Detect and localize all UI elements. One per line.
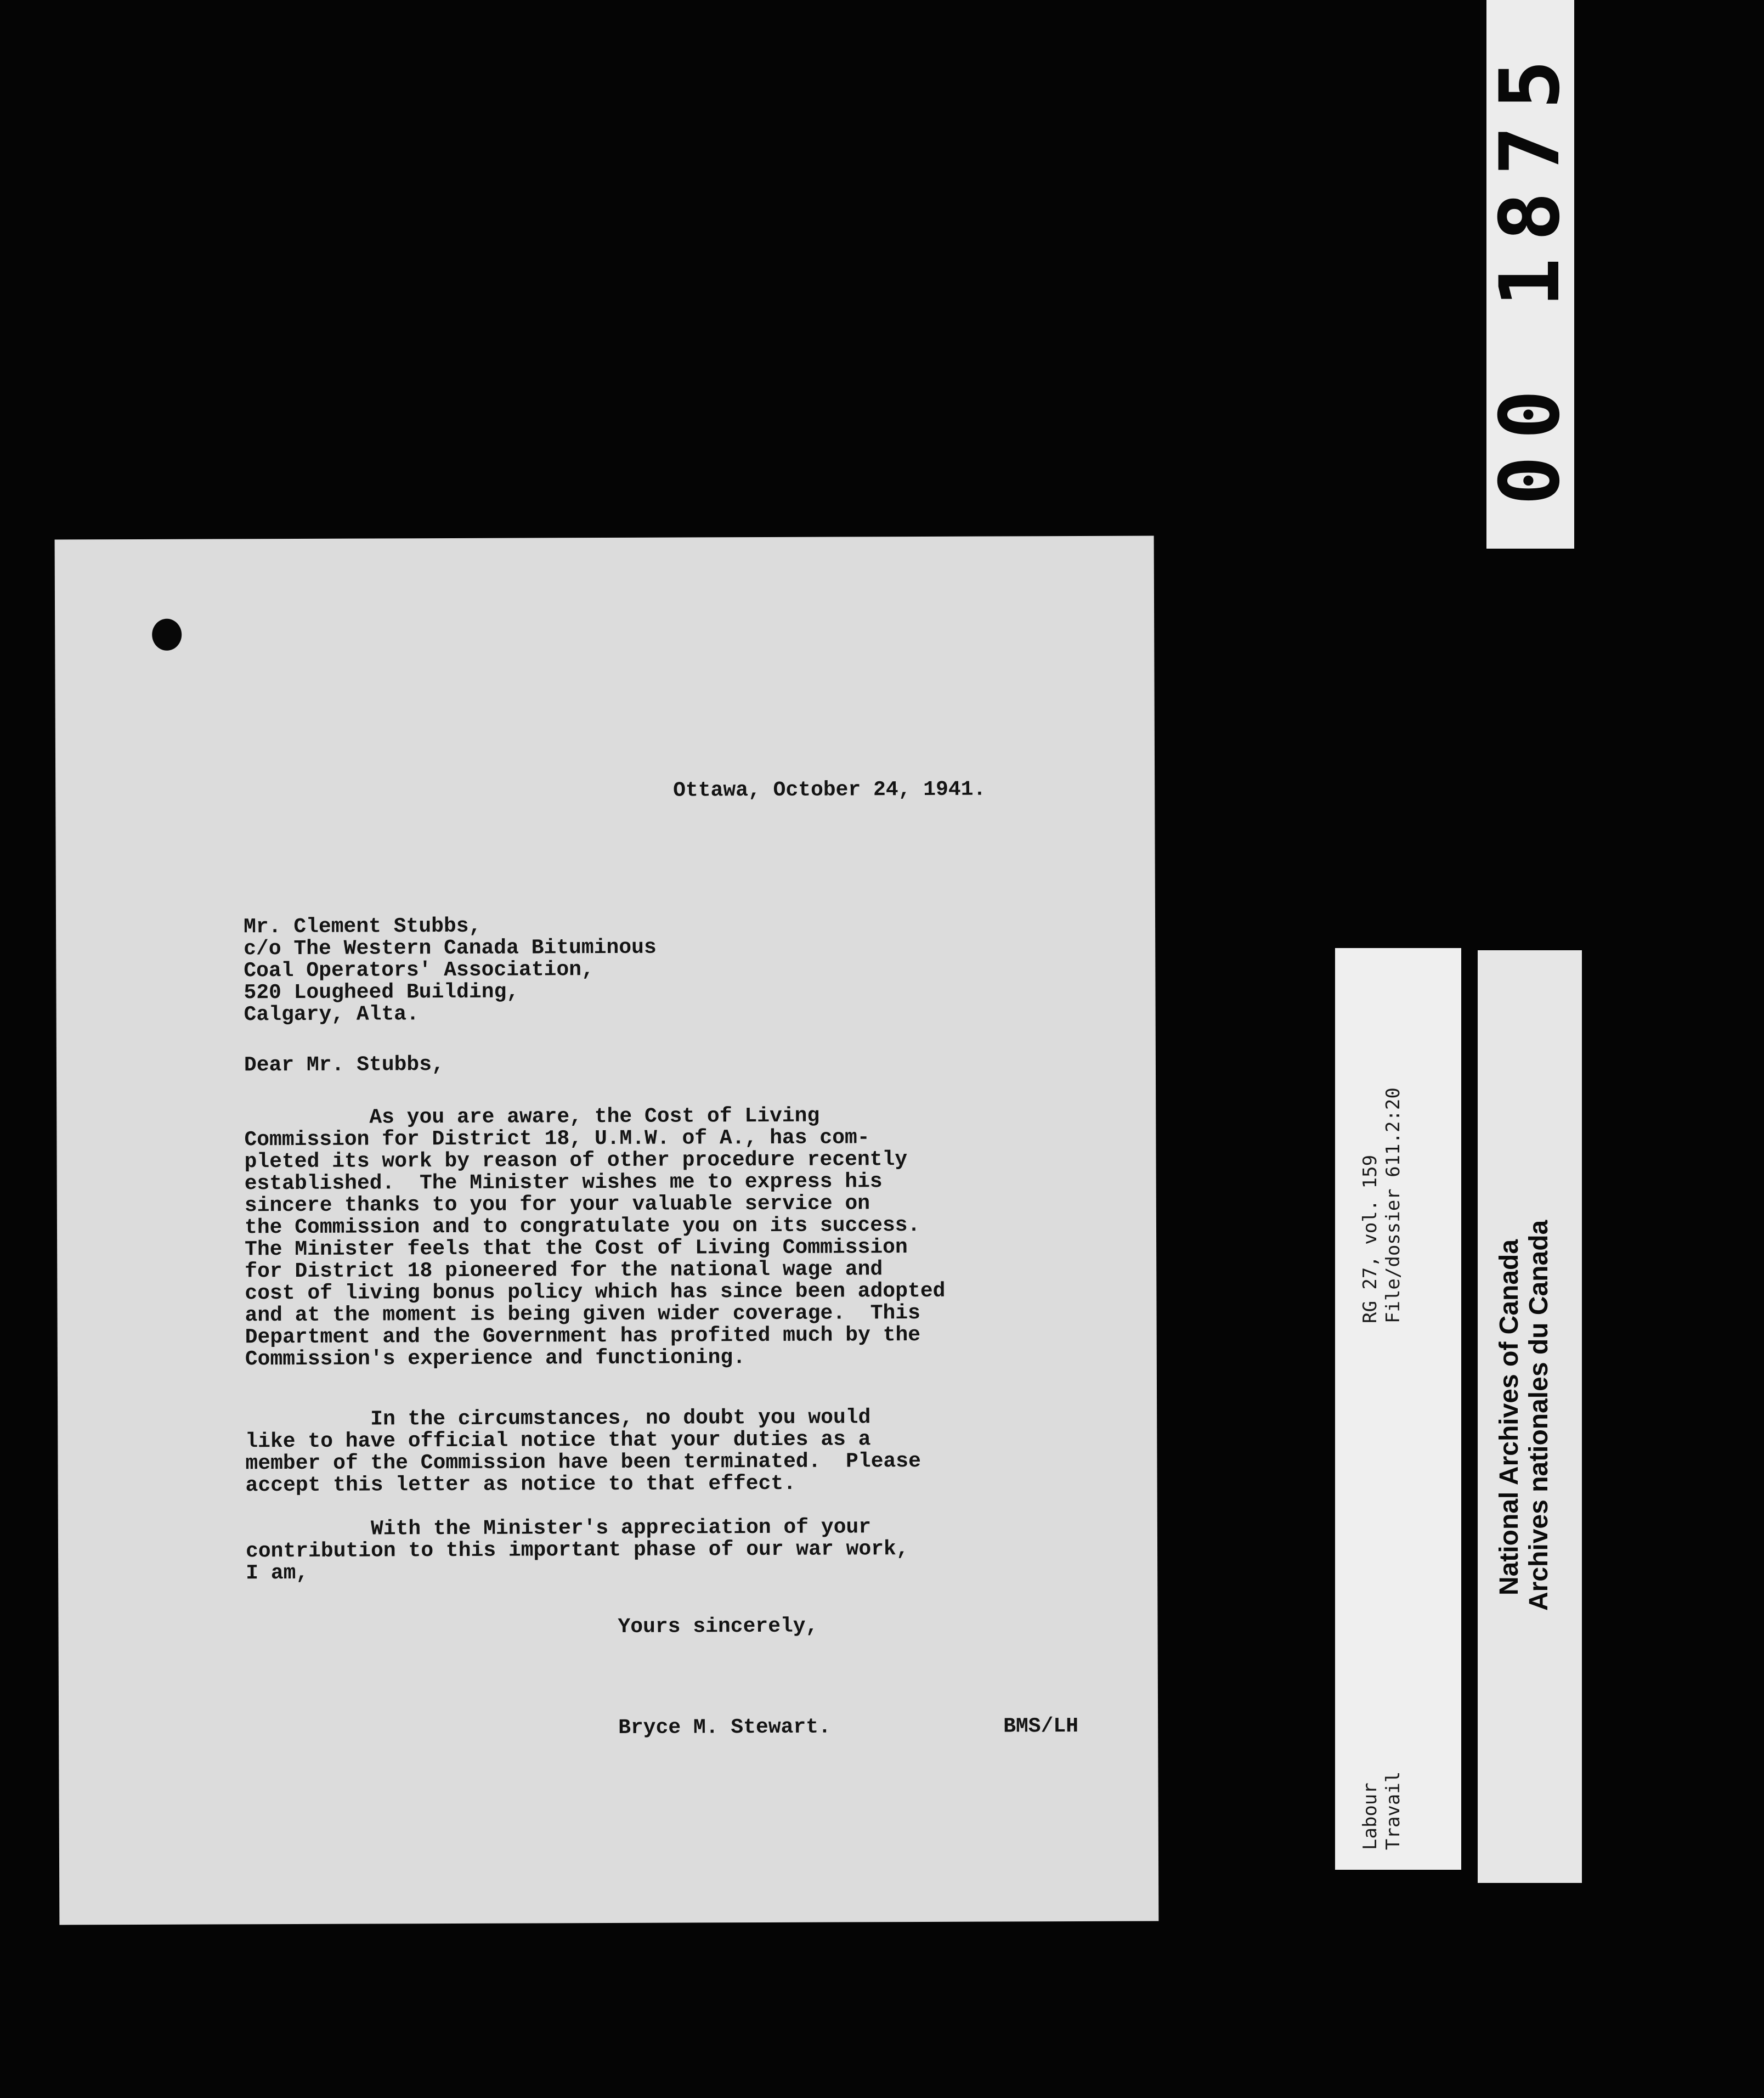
salutation xyxy=(244,1054,444,1076)
paragraph-line: and at the moment is being given wider coverage. This xyxy=(245,1301,921,1328)
body-paragraph-3 xyxy=(246,1516,909,1584)
frame-number-strip xyxy=(1483,0,1578,549)
body-paragraph-2 xyxy=(245,1407,921,1497)
address-line: c/o The Western Canada Bituminous xyxy=(244,935,657,961)
department-fr: Travail xyxy=(1382,1771,1404,1850)
date-text: Ottawa, October 24, 1941. xyxy=(673,777,986,803)
signature-name: Bryce M. Stewart. xyxy=(618,1715,831,1740)
paragraph-line: cost of living bonus policy which has since been adopted xyxy=(245,1279,946,1306)
paragraph-line: member of the Commission have been terminated. Please xyxy=(245,1450,921,1476)
closing-text: Yours sincerely, xyxy=(618,1614,818,1639)
paragraph-line: Department and the Government has profited much by the xyxy=(245,1323,921,1350)
initials-text: BMS/LH xyxy=(1003,1715,1079,1739)
reference-volume: RG 27, vol. 159 xyxy=(1359,1154,1381,1323)
reference-card xyxy=(1335,948,1461,1870)
paragraph-line: sincere thanks to you for your valuable service on xyxy=(244,1192,870,1218)
paragraph-line: In the circumstances, no doubt you would xyxy=(245,1406,871,1432)
address-line: 520 Lougheed Building, xyxy=(244,980,519,1005)
typist-initials xyxy=(1003,1716,1078,1738)
paragraph-line: the Commission and to congratulate you on its success. xyxy=(244,1214,920,1240)
frame-number: 00 1875 xyxy=(1483,43,1578,506)
paragraph-line: I am, xyxy=(246,1561,309,1586)
letter-page xyxy=(55,536,1159,1925)
paragraph-line: for District 18 pioneered for the national wage and xyxy=(245,1257,883,1284)
recipient-address xyxy=(244,915,657,1027)
address-line: Calgary, Alta. xyxy=(244,1002,419,1027)
paragraph-line: Commission for District 18, U.M.W. of A., has com- xyxy=(244,1126,870,1152)
reference-file: File/dossier 611.2:20 xyxy=(1382,1087,1404,1323)
paragraph-line: pleted its work by reason of other procedure recently xyxy=(244,1148,908,1174)
address-line: Coal Operators' Association, xyxy=(244,958,594,983)
paragraph-line: like to have official notice that your duties as a xyxy=(245,1428,871,1454)
complimentary-close xyxy=(618,1616,818,1638)
punch-hole xyxy=(152,619,182,651)
archives-name-fr: Archives nationales du Canada xyxy=(1524,1220,1553,1611)
signature-block xyxy=(618,1717,831,1739)
paragraph-line: As you are aware, the Cost of Living xyxy=(244,1104,820,1130)
paragraph-line: The Minister feels that the Cost of Living Commission xyxy=(245,1236,908,1262)
salutation-text: Dear Mr. Stubbs, xyxy=(244,1053,444,1078)
address-line: Mr. Clement Stubbs, xyxy=(243,914,482,939)
body-paragraph-1 xyxy=(244,1105,946,1371)
paragraph-line: With the Minister's appreciation of your xyxy=(245,1515,872,1542)
paragraph-line: established. The Minister wishes me to express his xyxy=(244,1170,883,1196)
paragraph-line: contribution to this important phase of our war work, xyxy=(245,1537,909,1564)
letter-date xyxy=(673,779,986,802)
archives-name-en: National Archives of Canada xyxy=(1495,1239,1524,1595)
paragraph-line: accept this letter as notice to that effect. xyxy=(245,1471,796,1498)
department-en: Labour xyxy=(1359,1783,1381,1850)
paragraph-line: Commission's experience and functioning. xyxy=(245,1346,746,1372)
